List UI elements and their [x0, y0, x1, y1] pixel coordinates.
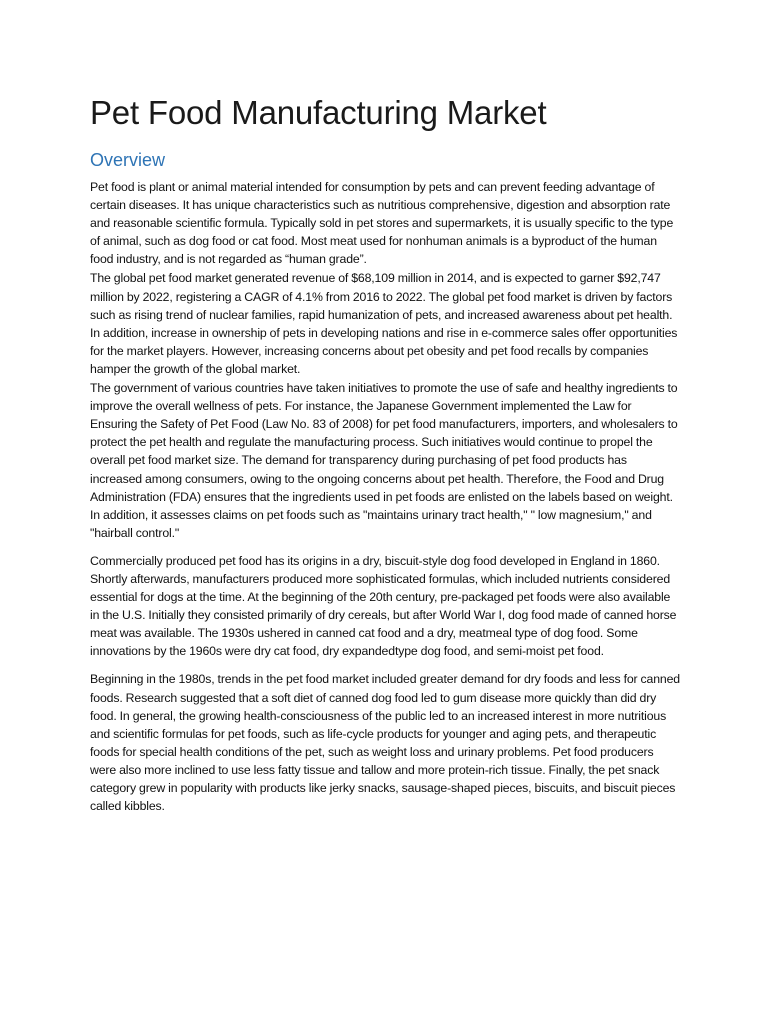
paragraph-history: Commercially produced pet food has its origins in a dry, biscuit-style dog food developed in England in 1860. Shortly afterwards, manufacturers produced more sophisticated formulas, which included nutrients considered essential for dogs at the time. At the beginning of the 20th century, pre-packaged pet foods were also available in the U.S. Initially they consisted primarily of dry cereals, but after World War I, dog food made of canned horse meat was available. The 1930s ushered in canned cat food and a dry, meatmeal type of dog food. Some innovations by the 1960s were dry cat food, dry expandedtype dog food, and semi-moist pet food.	[90, 553, 677, 659]
section-heading-overview: Overview	[90, 150, 166, 170]
paragraph-1980s-trends: Beginning in the 1980s, trends in the pet food market included greater demand for dry foods and less for canned foods. Research suggested that a soft diet of canned dog food led to gum disease more quickly than did dry food. In general, the growing health-consciousness of the public led to an increased interest in more nutritious and scientific formulas for pet foods, such as life-cycle products for younger and aging pets, and therapeutic foods for special health conditions of the pet, such as weight loss and urinary problems. Pet food producers were also more inclined to use less fatty tissue and tallow and more protein-rich tissue. Finally, the pet snack category grew in popularity with products like jerky snacks, sausage-shaped pieces, biscuits, and biscuit pieces called kibbles.	[90, 672, 680, 814]
paragraph-definition: Pet food is plant or animal material intended for consumption by pets and can prevent feeding advantage of certain diseases. It has unique characteristics such as nutritious comprehensive, digestion and absorption rate and reasonable scientific formula. Typically sold in pet stores and supermarkets, it is usually specific to the type of animal, such as dog food or cat food. Most meat used for nonhuman animals is a byproduct of the human food industry, and is not regarded as “human grade”.	[90, 180, 674, 267]
paragraph-market-revenue: The global pet food market generated revenue of $68,109 million in 2014, and is expected to garner $92,747 million by 2022, registering a CAGR of 4.1% from 2016 to 2022. The global pet food market is driven by factors such as rising trend of nuclear families, rapid humanization of pets, and increased awareness about pet health. In addition, increase in ownership of pets in developing nations and rise in e-commerce sales offer opportunities for the market players. However, increasing concerns about pet obesity and pet food recalls by companies hamper the growth of the global market.	[90, 271, 678, 376]
page-title: Pet Food Manufacturing Market	[90, 94, 547, 131]
paragraph-government-initiatives: The government of various countries have taken initiatives to promote the use of safe and healthy ingredients to improve the overall wellness of pets. For instance, the Japanese Government implemented the Law for Ensuring the Safety of Pet Food (Law No. 83 of 2008) for pet food manufacturers, importers, and wholesalers to protect the pet health and regulate the manufacturing process. Such initiatives would continue to propel the overall pet food market size. The demand for transparency during purchasing of pet food products has increased among consumers, owing to the ongoing concerns about pet health. Therefore, the Food and Drug Administration (FDA) ensures that the ingredients used in pet foods are enlisted on the labels based on weight. In addition, it assesses claims on pet foods such as "maintains urinary tract health," " low magnesium," and "hairball control."	[90, 381, 678, 540]
